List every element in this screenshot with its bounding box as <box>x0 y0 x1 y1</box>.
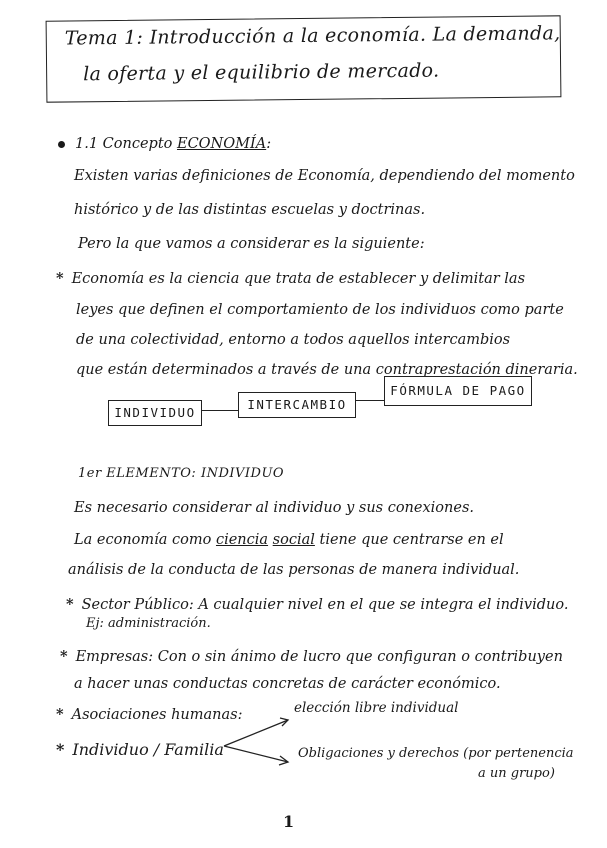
asterisk-bullet: * <box>56 740 65 759</box>
bullet-text: Asociaciones humanas: <box>71 707 243 723</box>
underlined-term: ciencia <box>215 532 269 548</box>
page-number: 1 <box>283 812 295 831</box>
asterisk-bullet: * <box>56 706 64 723</box>
definition-line: de una colectividad, entorno a todos aquellos intercambios <box>76 332 511 348</box>
bullet-text: Sector Público: A cualquier nivel en el que se integra el individuo. <box>81 597 569 613</box>
section-heading-prefix: 1.1 Concepto <box>75 136 177 152</box>
branch-eleccion: elección libre individual <box>294 700 459 716</box>
section-heading-term: ECONOMÍA <box>176 136 267 152</box>
branch-obligaciones: Obligaciones y derechos (por pertenencia <box>298 746 574 761</box>
section-heading-suffix: : <box>266 136 272 152</box>
asterisk-bullet: * <box>66 596 74 613</box>
branch-obligaciones-line-2: a un grupo) <box>478 766 555 781</box>
section-paragraph-line: Existen varias definiciones de Economía, dependiendo del momento <box>74 168 575 184</box>
section-paragraph-line: Pero la que vamos a considerar es la siguiente: <box>78 236 425 252</box>
bullet-individuo-familia <box>56 740 224 759</box>
element-paragraph-line: Es necesario considerar al individuo y sus conexiones. <box>74 500 474 516</box>
element-paragraph-line: análisis de la conducta de las personas de manera individual. <box>68 562 520 578</box>
bullet-empresas-line-2: a hacer unas conductas concretas de carácter económico. <box>74 676 501 692</box>
element-text: tiene que centrarse en el <box>314 532 504 548</box>
diagram-box-individuo: INDIVIDUO <box>108 400 202 426</box>
bullet-empresas <box>60 648 563 665</box>
bullet-sector-publico-example: Ej: administración. <box>86 616 211 631</box>
bullet-text: Individuo / Familia <box>72 740 224 759</box>
title-line-2: la oferta y el equilibrio de mercado. <box>83 59 440 86</box>
bullet-asociaciones <box>56 706 242 723</box>
definition-line <box>56 270 525 287</box>
definition-line: leyes que definen el comportamiento de los individuos como parte <box>76 302 564 318</box>
asterisk-bullet: * <box>60 648 68 665</box>
title-line-1: Tema 1: Introducción a la economía. La demanda, <box>64 22 561 50</box>
bullet-sector-publico <box>66 596 568 613</box>
asterisk-bullet: * <box>56 270 64 287</box>
section-heading <box>58 136 271 152</box>
underlined-term: social <box>272 532 315 548</box>
bullet-dot <box>58 141 65 148</box>
element-heading: 1er ELEMENTO: INDIVIDUO <box>78 466 285 481</box>
branch-arrows-icon <box>218 712 298 772</box>
element-text: La economía como <box>74 532 216 548</box>
section-paragraph-line: histórico y de las distintas escuelas y doctrinas. <box>74 202 426 218</box>
diagram-connector <box>202 410 238 411</box>
diagram-box-formula-pago: FÓRMULA DE PAGO <box>384 376 532 406</box>
definition-line: que están determinados a través de una contraprestación dineraria. <box>76 362 578 378</box>
element-paragraph-line <box>74 532 504 548</box>
definition-text: Economía es la ciencia que trata de establecer y delimitar las <box>71 271 526 287</box>
diagram-connector <box>356 400 384 401</box>
title-box <box>46 15 562 102</box>
diagram-box-intercambio: INTERCAMBIO <box>238 392 356 418</box>
bullet-text: Empresas: Con o sin ánimo de lucro que configuran o contribuyen <box>75 649 563 665</box>
